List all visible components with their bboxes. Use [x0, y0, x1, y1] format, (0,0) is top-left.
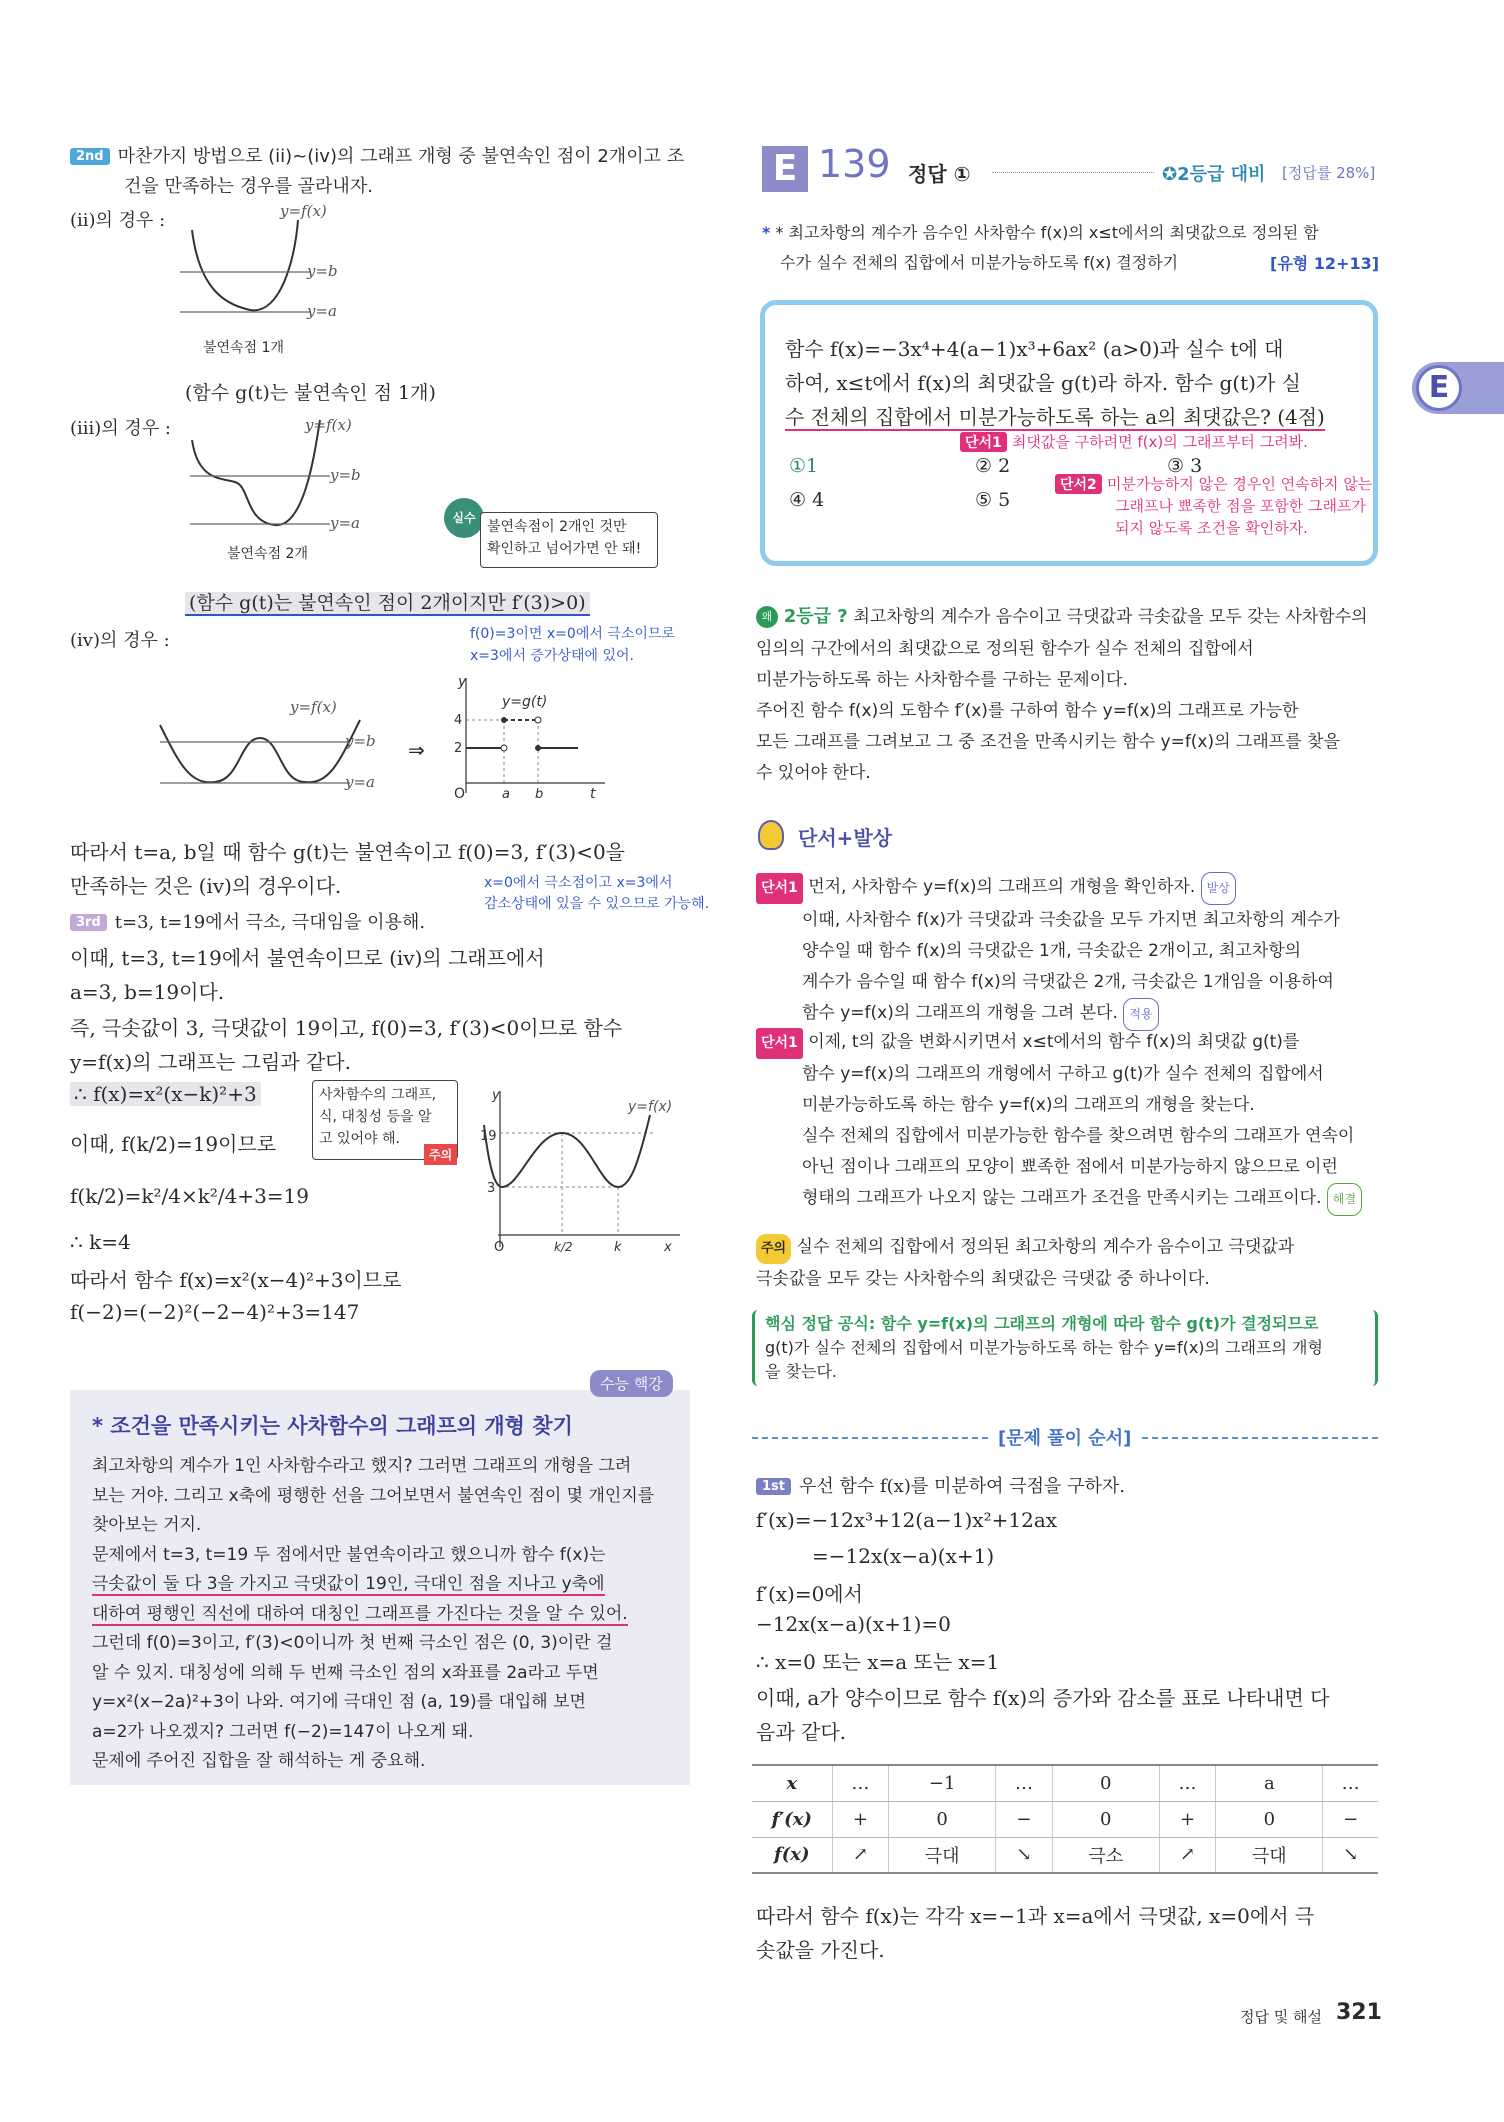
solve-line4: −12x(x−a)(x+1)=0 — [756, 1612, 951, 1636]
problem-line3: 수 전체의 집합에서 미분가능하도록 하는 a의 최댓값은? (4점) — [785, 405, 1325, 429]
choice-5[interactable]: ⑤ 5 — [975, 489, 1011, 511]
case2-label: (ii)의 경우 : — [70, 210, 166, 231]
case4-note1: f(0)=3이면 x=0에서 극소이므로 — [470, 626, 675, 642]
summary-lines: 최고차항의 계수가 1인 사차함수라고 했지? 그러면 그래프의 개형을 그려 보는 거야. 그리고 x축에 평행한 선을 그어보면서 불연속인 점이 몇 개인지를 찾아보는 거지. 문제에서 t=3, t=19 두 점에서만 불연속이라고 했으니까 함수 f(x)는 극솟값이 둘 다 3을 가지고 극댓값이 19인, 극대인 점을 지나고 y축에 대하여 평행인 직선에 대하여 대칭인 그래프를 가진다는 것을 알 수 있어. 그런데 f(0)=3이고, f′(3)<0이니까 첫 번째 극소인 점은 (0, 3)이란 걸 알 수 있지. 대칭성에 의해 두 번째 극소인 점의 x좌표를 2a라고 두면 y=x²(x−2a)²+3이 나와. 여기에 극대인 점 (a, 19)를 대입해 보면 a=2가 나오겠지? 그러면 f(−2)=147이 나오게 돼. 문제에 주어진 집합을 잘 해석하는 게 중요해. — [92, 1456, 655, 1771]
step3-badge: 3rd — [70, 914, 107, 931]
table-row: x … −1 … 0 … a … — [752, 1765, 1378, 1801]
case3-label: (iii)의 경우 : — [70, 418, 171, 439]
page-number: 321 — [1336, 2000, 1382, 2025]
solve-line8: 따라서 함수 f(x)는 각각 x=−1과 x=a에서 극댓값, x=0에서 극 — [756, 1904, 1315, 1928]
case2-caption: 불연속점 1개 — [203, 340, 284, 356]
mistake-note: 불연속점이 2개인 것만 확인하고 넘어가면 안 돼! — [480, 512, 658, 568]
case2-graph — [180, 200, 360, 350]
tick-2: 2 — [454, 741, 463, 756]
y-axis-label: y — [458, 674, 467, 690]
body-line10: f(−2)=(−2)²(−2−4)²+3=147 — [70, 1300, 360, 1324]
conclusion-line2: 만족하는 것은 (iv)의 경우이다. — [70, 874, 342, 898]
summary-title: * 조건을 만족시키는 사차함수의 그래프의 개형 찾기 — [92, 1414, 573, 1438]
star-line1: * * 최고차항의 계수가 음수인 사차함수 f(x)의 x≤t에서의 최댓값으로 정의된 함 — [762, 223, 1319, 242]
solve-line2: =−12x(x−a)(x+1) — [812, 1544, 995, 1568]
hint2-block: 단서1 이제, t의 값을 변화시키면서 x≤t에서의 함수 f(x)의 최댓값 g(t)를 함수 y=f(x)의 그래프의 개형에서 구하고 g(t)가 실수 전체의 집합에서 미분가능하도록 하는 함수 y=f(x)의 그래프의 개형을 찾는다. 실수 전체의 집합에서 미분가능한 함수를 찾으려면 함수의 그래프가 연속이 아닌 점이나 그래프의 모양이 뾰족한 점에서 미분가능하지 않으므로 이런 형태의 그래프가 나오지 않는 그래프가 조건을 만족시키는 그래프이다. 해결 — [756, 1027, 1362, 1216]
increase-decrease-table — [752, 1764, 1378, 1874]
tag-solve: 해결 — [1327, 1183, 1362, 1216]
step3-line: 3rd t=3, t=19에서 극소, 극대임을 이용해. — [70, 908, 425, 934]
step1-badge: 1st — [756, 1478, 791, 1495]
grade-label: ✪2등급 대비 — [1162, 164, 1266, 185]
tag-apply: 적용 — [1123, 998, 1158, 1031]
body-line9: 따라서 함수 f(x)=x²(x−4)²+3이므로 — [70, 1268, 402, 1292]
mistake-badge: 실수 — [444, 498, 484, 538]
hint2-line2: 그래프나 뾰족한 점을 포함한 그래프가 — [1115, 497, 1366, 515]
intro-line2: 건을 만족하는 경우를 골라내자. — [124, 176, 373, 197]
tick-a: a — [502, 787, 510, 798]
order-title: [문제 풀이 순서] — [990, 1424, 1139, 1450]
why-lines: 임의의 구간에서의 최댓값으로 정의된 함수가 실수 전체의 집합에서 미분가능하도록 하는 사차함수를 구하는 문제이다. 주어진 함수 f(x)의 도함수 f′(x)를 구하여 함수 y=f(x)의 그래프로 가능한 모든 그래프를 그려보고 그 중 조건을 만족시키는 함수 y=f(x)의 그래프를 찾을 수 있어야 한다. — [756, 639, 1340, 783]
body-line8: ∴ k=4 — [70, 1230, 131, 1254]
body-line4: y=f(x)의 그래프는 그림과 같다. — [70, 1050, 351, 1074]
origin-label: O — [494, 1240, 505, 1255]
problem-line2: 하여, x≤t에서 f(x)의 최댓값을 g(t)라 하자. 함수 g(t)가 실 — [785, 371, 1301, 395]
step2-badge: 2nd — [70, 148, 110, 165]
left-column — [0, 0, 730, 2122]
choice-1[interactable]: ①1 — [789, 455, 819, 477]
case4-note2: x=3에서 증가상태에 있어. — [470, 648, 634, 664]
label-ygt: y=g(t) — [502, 694, 548, 710]
y-axis-label: y — [492, 1088, 500, 1103]
note-tag: 주의 — [424, 1144, 457, 1165]
table-row: f(x) ↗ 극대 ↘ 극소 ↗ 극대 ↘ — [752, 1837, 1378, 1873]
tick-3: 3 — [487, 1181, 496, 1196]
case3-graph — [180, 410, 370, 550]
label-yb: y=b — [330, 466, 361, 484]
label-yfx: y=f(x) — [290, 698, 337, 716]
solve-line6: 이때, a가 양수이므로 함수 f(x)의 증가와 감소를 표로 나타내면 다 — [756, 1686, 1330, 1710]
fx-graph — [470, 1085, 690, 1260]
conclusion-line1: 따라서 t=a, b일 때 함수 g(t)는 불연속이고 f(0)=3, f′(3)<0을 — [70, 840, 625, 864]
x-axis-label: x — [664, 1240, 672, 1255]
answer-rate: [정답률 28%] — [1282, 164, 1376, 182]
hint1: 단서1 최댓값을 구하려면 f(x)의 그래프부터 그려봐. — [960, 431, 1308, 452]
case3-caption: 불연속점 2개 — [227, 546, 308, 562]
problem-box — [760, 300, 1378, 566]
implies-arrow: ⇒ — [408, 738, 425, 762]
body-line7: f(k/2)=k²/4×k²/4+3=19 — [70, 1184, 309, 1208]
case2-note: (함수 g(t)는 불연속인 점 1개) — [185, 382, 436, 404]
solve-line5: ∴ x=0 또는 x=a 또는 x=1 — [756, 1650, 1000, 1674]
hint1-block: 단서1 먼저, 사차함수 y=f(x)의 그래프의 개형을 확인하자. 발상 이때, 사차함수 f(x)가 극댓값과 극솟값을 모두 가지면 최고차항의 계수가 양수일 때 함수 f(x)의 극댓값은 1개, 극솟값은 2개이고, 최고차항의 계수가 음수일 때 함수 f(x)의 극댓값은 2개, 극솟값은 1개임을 이용하여 함수 y=f(x)의 그래프의 개형을 그려 본다. 적용 — [756, 872, 1340, 1031]
why-line0: 왜 2등급 ? 최고차항의 계수가 음수이고 극댓값과 극솟값을 모두 갖는 사차함수의 — [756, 602, 1368, 628]
problem-header — [762, 142, 1382, 196]
origin-label: O — [454, 786, 466, 798]
hint2-line1: 단서2 미분가능하지 않은 경우인 연속하지 않는 — [1055, 473, 1372, 494]
summary-tag: 수능 핵강 — [590, 1370, 673, 1397]
solve-line9: 솟값을 가진다. — [756, 1938, 885, 1962]
table-row: f′(x) + 0 − 0 + 0 − — [752, 1801, 1378, 1837]
label-ya: y=a — [345, 773, 375, 791]
type-label: [유형 12+13] — [1270, 254, 1380, 273]
choice-4[interactable]: ④ 4 — [789, 489, 825, 511]
step1-line: 1st 우선 함수 f(x)를 미분하여 극점을 구하자. — [756, 1472, 1125, 1498]
note-box: 사차함수의 그래프, 식, 대칭성 등을 알 고 있어야 해. — [312, 1080, 458, 1160]
t-axis-label: t — [590, 786, 596, 798]
problem-line1: 함수 f(x)=−3x⁴+4(a−1)x³+6ax² (a>0)과 실수 t에 대 — [785, 337, 1284, 361]
bulb-icon — [758, 820, 784, 850]
case4-graph — [150, 690, 400, 800]
hint2-line3: 되지 않도록 조건을 확인하자. — [1115, 519, 1308, 537]
intro-line1: 2nd 마찬가지 방법으로 (ii)~(iv)의 그래프 개형 중 불연속인 점이 2개이고 조 — [70, 142, 684, 168]
summary-box — [70, 1375, 690, 1785]
footer-label: 정답 및 해설 — [1240, 2008, 1322, 2026]
label-yb: y=b — [307, 262, 338, 280]
answer-label: 정답 ① — [908, 162, 971, 186]
tag-idea: 발상 — [1201, 872, 1236, 905]
label-yfx: y=f(x) — [280, 202, 327, 220]
body-line6: 이때, f(k/2)=19이므로 — [70, 1132, 277, 1156]
tick-k2: k/2 — [554, 1240, 573, 1254]
gt-graph — [440, 668, 620, 798]
choice-3[interactable]: ③ 3 — [1167, 455, 1203, 477]
caution-block: 주의 실수 전체의 집합에서 정의된 최고차항의 계수가 음수이고 극댓값과 극솟값을 모두 갖는 사차함수의 최댓값은 극댓값 중 하나이다. — [756, 1232, 1294, 1294]
chapter-badge: E — [762, 146, 808, 192]
body-line1: 이때, t=3, t=19에서 불연속이므로 (iv)의 그래프에서 — [70, 946, 545, 970]
label-yfx: y=f(x) — [305, 416, 352, 434]
hint-title: 단서+발상 — [798, 826, 893, 850]
label-yb: y=b — [345, 732, 376, 750]
label-ya: y=a — [307, 302, 337, 320]
tick-k: k — [614, 1240, 622, 1255]
case4-label: (iv)의 경우 : — [70, 630, 170, 651]
choice-2[interactable]: ② 2 — [975, 455, 1011, 477]
tick-4: 4 — [454, 713, 463, 728]
problem-number: 139 — [818, 142, 891, 186]
chapter-side-tab[interactable]: E — [1412, 362, 1504, 414]
tick-19: 19 — [480, 1129, 497, 1144]
tick-b: b — [535, 787, 544, 798]
body-line3: 즉, 극솟값이 3, 극댓값이 19이고, f(0)=3, f′(3)<0이므로 함수 — [70, 1016, 623, 1040]
label-ya: y=a — [330, 514, 360, 532]
core-formula-box: 핵심 정답 공식: 함수 y=f(x)의 그래프의 개형에 따라 함수 g(t)가 결정되므로 g(t)가 실수 전체의 집합에서 미분가능하도록 하는 함수 y=f(x)의 그래프의 개형 을 찾는다. — [752, 1310, 1378, 1386]
label-yfx: y=f(x) — [628, 1099, 673, 1115]
dotted-leader — [992, 172, 1154, 173]
solve-line3: f′(x)=0에서 — [756, 1582, 863, 1606]
star-line2: 수가 실수 전체의 집합에서 미분가능하도록 f(x) 결정하기 — [780, 253, 1179, 272]
body-line5: ∴ f(x)=x²(x−k)²+3 — [70, 1082, 261, 1106]
case3-note: (함수 g(t)는 불연속인 점이 2개이지만 f′(3)>0) — [185, 588, 590, 615]
conclusion-note2: 감소상태에 있을 수 있으므로 가능해. — [484, 896, 710, 912]
conclusion-note1: x=0에서 극소점이고 x=3에서 — [484, 875, 673, 891]
body-line2: a=3, b=19이다. — [70, 980, 225, 1004]
solve-line7: 음과 같다. — [756, 1720, 846, 1744]
solve-line1: f′(x)=−12x³+12(a−1)x²+12ax — [756, 1508, 1058, 1532]
